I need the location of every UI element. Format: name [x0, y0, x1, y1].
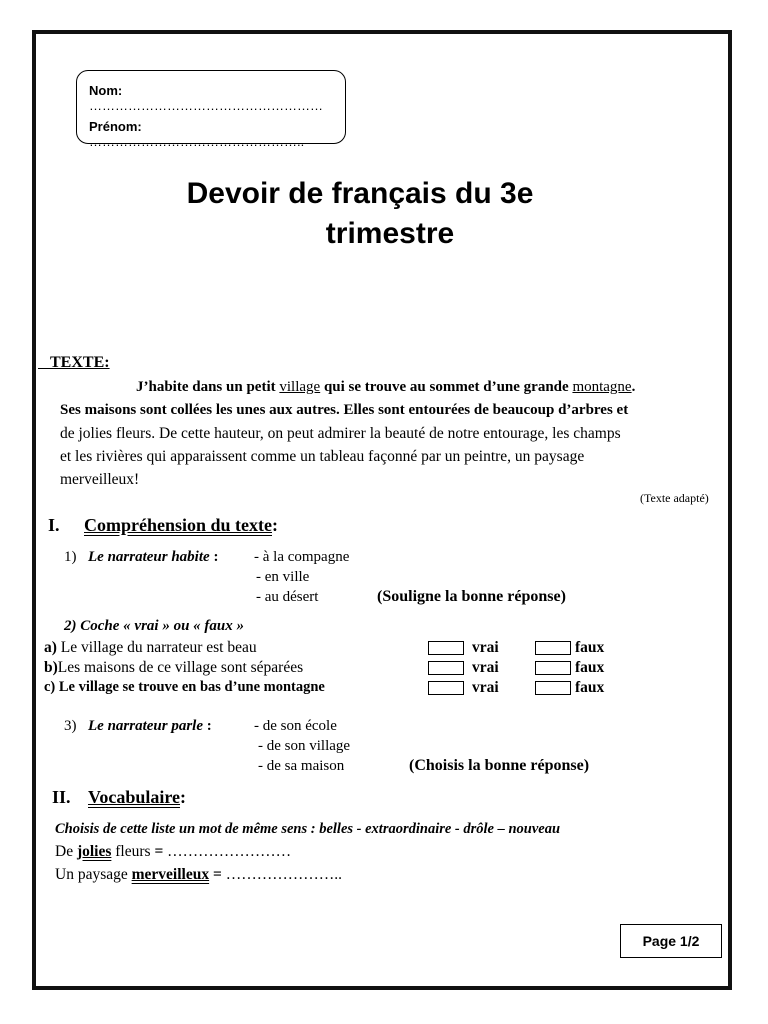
q3-option-2[interactable]: - de son village: [258, 738, 351, 754]
q2-b-faux-label: faux: [575, 659, 605, 676]
q1-num: 1): [64, 549, 77, 565]
q3-num: 3): [64, 718, 77, 734]
prenom-label: Prénom:: [89, 119, 142, 134]
q1-option-3[interactable]: - au désert: [256, 589, 319, 605]
section1-title: Compréhension du texte:: [84, 515, 278, 535]
q1-instruction: (Souligne la bonne réponse): [377, 588, 566, 605]
q3-label: Le narrateur parle :: [88, 718, 212, 734]
section2-title: Vocabulaire:: [88, 787, 187, 807]
q2-a-vrai-label: vrai: [472, 639, 499, 656]
q1-option-2[interactable]: - en ville: [256, 569, 310, 585]
q2-c-faux-checkbox[interactable]: [535, 681, 571, 695]
texte-label: TEXTE:: [50, 354, 110, 371]
section1-num: I.: [48, 515, 60, 535]
vocab-line2: Un paysage merveilleux = …………………..: [55, 866, 342, 883]
nom-label: Nom:: [89, 83, 123, 98]
q2-item-b: b)Les maisons de ce village sont séparées: [44, 659, 304, 676]
q2-b-faux-checkbox[interactable]: [535, 661, 571, 675]
q2-c-faux-label: faux: [575, 679, 605, 696]
texte-line4: et les rivières qui apparaissent comme un tableau façonné par un peintre, un paysage: [60, 448, 585, 465]
q2-b-vrai-checkbox[interactable]: [428, 661, 464, 675]
texte-line1: J’habite dans un petit village qui se trouve au sommet d’une grande montagne.: [136, 379, 636, 395]
page-number: Page 1/2: [620, 924, 722, 958]
q3-instruction: (Choisis la bonne réponse): [409, 757, 590, 774]
q2-c-vrai-checkbox[interactable]: [428, 681, 464, 695]
texte-line5: merveilleux!: [60, 471, 140, 488]
q2-a-faux-label: faux: [575, 639, 605, 656]
vocab-line1: De jolies fleurs = ……………………: [55, 843, 292, 860]
q3-option-3[interactable]: - de sa maison: [258, 758, 345, 774]
q2-item-a: a) Le village du narrateur est beau: [44, 639, 257, 656]
prenom-line: [89, 119, 345, 149]
texte-line2: Ses maisons sont collées les unes aux autres. Elles sont entourées de beaucoup d’arbres et: [60, 402, 629, 418]
page-title-line2: trimestre: [325, 217, 455, 250]
nom-dots: ………………………………………………: [89, 98, 323, 113]
q1-label: Le narrateur habite :: [88, 549, 219, 565]
q2-b-vrai-label: vrai: [472, 659, 499, 676]
nom-line: [89, 83, 345, 113]
q3-option-1[interactable]: - de son école: [254, 718, 337, 734]
page-title-line1: Devoir de français du 3e: [186, 177, 534, 210]
q1-option-1[interactable]: - à la compagne: [254, 549, 350, 565]
texte-source: (Texte adapté): [640, 491, 709, 505]
section2-num: II.: [52, 787, 71, 807]
q2-a-faux-checkbox[interactable]: [535, 641, 571, 655]
vocab-instruction: Choisis de cette liste un mot de même sens : belles - extraordinaire - drôle – nouveau: [55, 821, 561, 837]
q2-c-vrai-label: vrai: [472, 679, 499, 696]
prenom-dots: …………………………………………..: [89, 134, 305, 149]
q2-item-c: c) Le village se trouve en bas d’une montagne: [44, 679, 325, 695]
texte-line3: de jolies fleurs. De cette hauteur, on peut admirer la beauté de notre entourage, les champs: [60, 425, 621, 442]
q2-a-vrai-checkbox[interactable]: [428, 641, 464, 655]
q2-label: 2) Coche « vrai » ou « faux »: [64, 618, 244, 634]
name-box: [76, 70, 346, 149]
